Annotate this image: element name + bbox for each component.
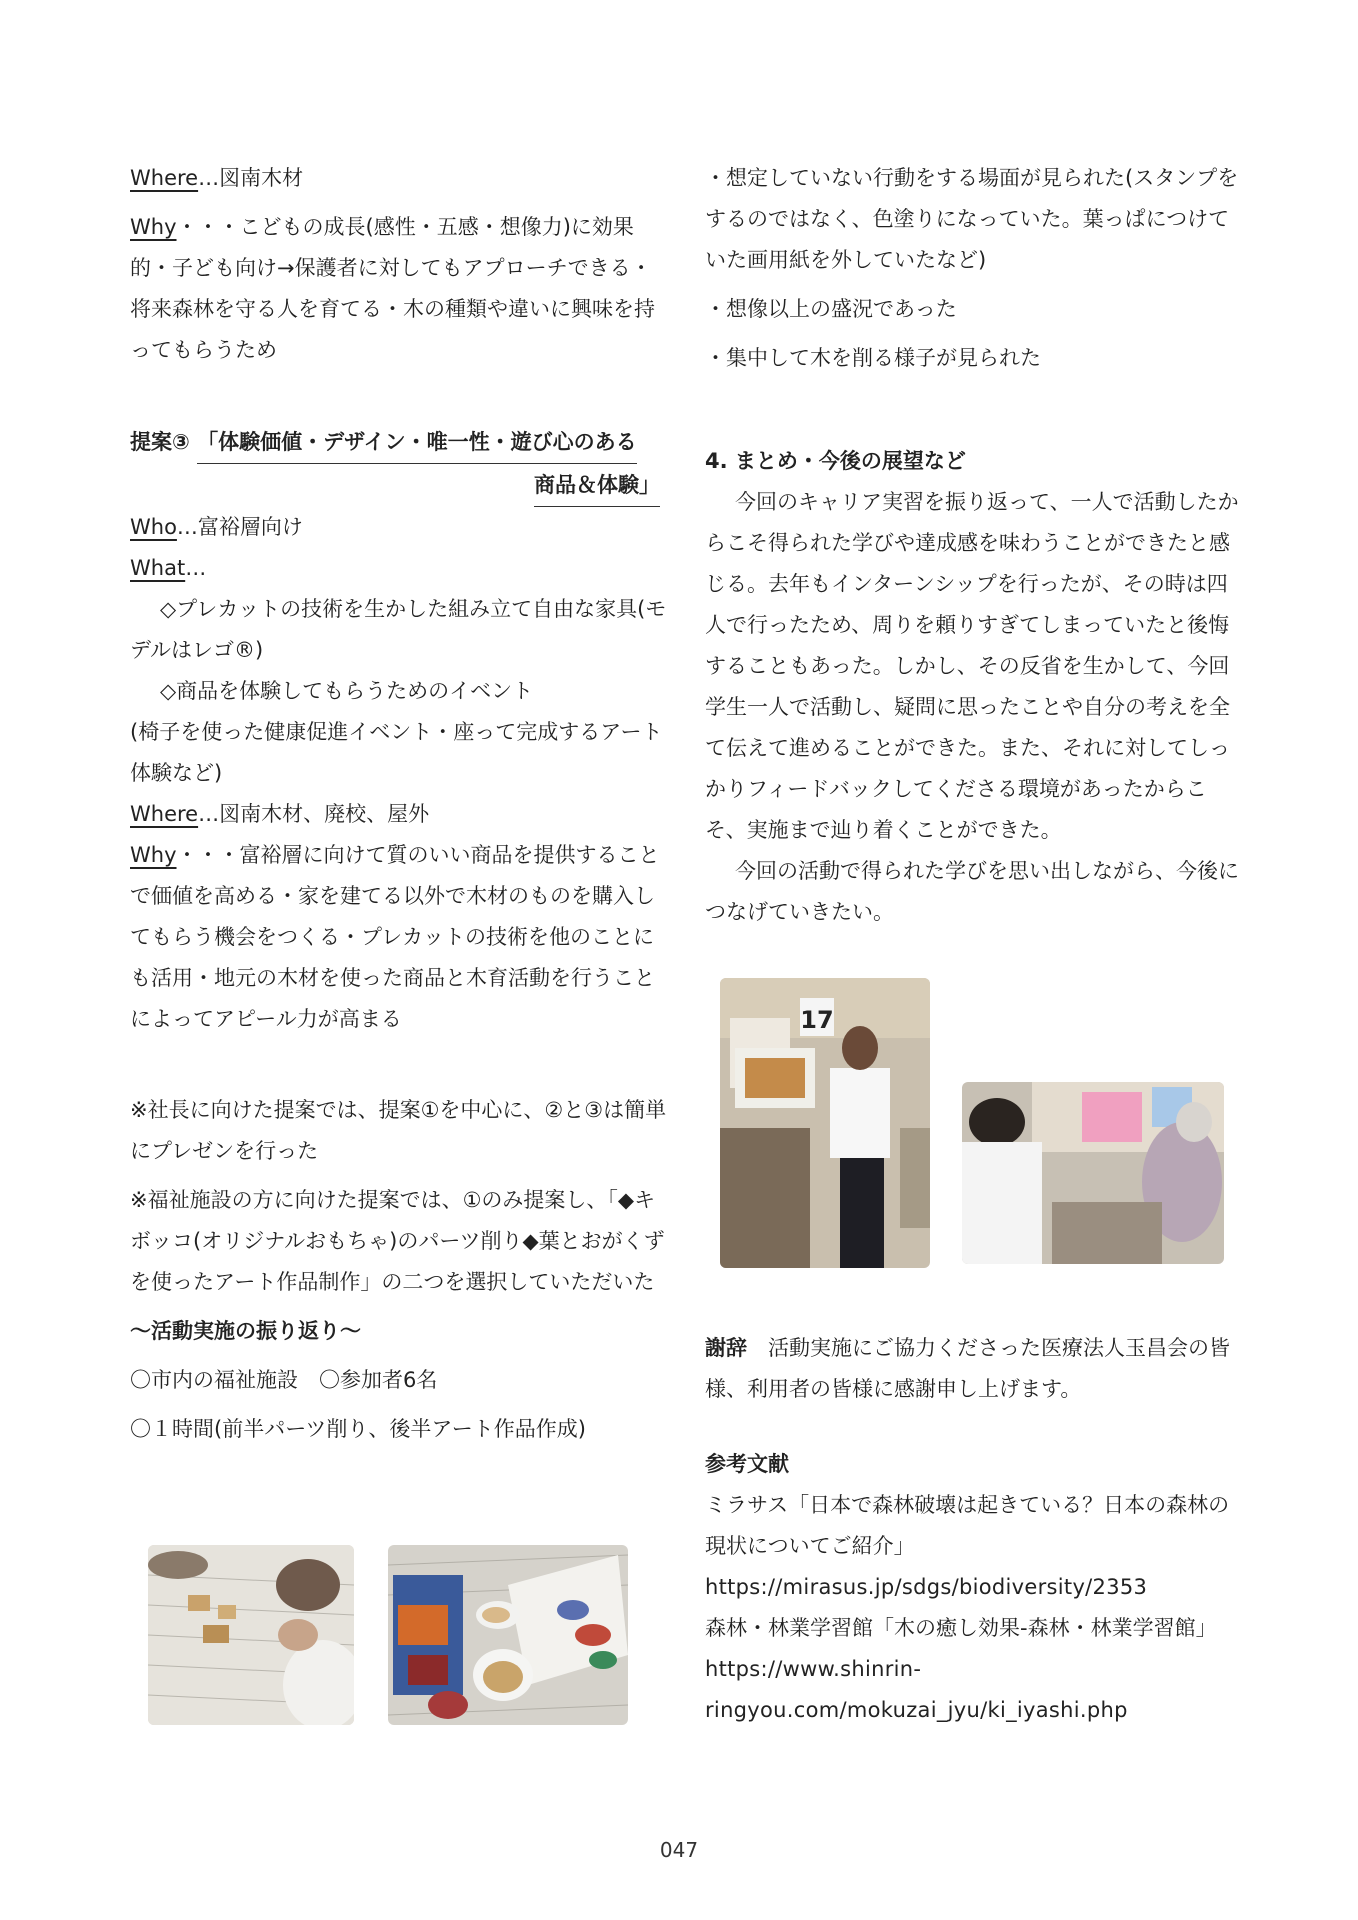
proposal-3-heading	[130, 421, 670, 507]
what-item-2: ◇商品を体験してもらうためのイベント	[160, 679, 534, 703]
proposal-title-line-1: 「体験価値・デザイン・唯一性・遊び心のある	[197, 421, 637, 464]
what-item-1: ◇プレカットの技術を生かした組み立て自由な家具(モデルはレゴ®)	[130, 597, 667, 662]
review-line-2: 〇１時間(前半パーツ削り、後半アート作品作成)	[130, 1417, 586, 1441]
what-label: What	[130, 556, 186, 580]
observation-3: ・集中して木を削る様子が見られた	[705, 346, 1041, 370]
thanks	[705, 1328, 1245, 1410]
thanks-text: 活動実施にご協力くださった医療法人玉昌会の皆様、利用者の皆様に感謝申し上げます。	[705, 1336, 1230, 1401]
page-number: 047	[659, 1838, 699, 1862]
summary-paragraph-2: 今回の活動で得られた学びを思い出しながら、今後につなげていきたい。	[705, 859, 1239, 924]
observation-1: ・想定していない行動をする場面が見られた(スタンプをするのではなく、色塗りになっていた。葉っぱにつけていた画用紙を外していたなど)	[705, 166, 1239, 272]
who-label: Who	[130, 515, 177, 539]
where-line-1	[130, 158, 670, 199]
where-label-2: Where	[130, 802, 199, 826]
what-text: …	[185, 556, 207, 580]
note-1: ※社長に向けた提案では、提案①を中心に、②と③は簡単にプレゼンを行った	[130, 1098, 667, 1163]
proposal-number: 提案③	[130, 430, 190, 454]
observation-2: ・想像以上の盛況であった	[705, 297, 957, 321]
ref-2-url-line-1[interactable]: https://www.shinrin-	[705, 1657, 922, 1681]
ref-1-title: ミラサス「日本で森林破壊は起きている？日本の森林の現状についてご紹介」	[705, 1493, 1230, 1558]
why-label-2: Why	[130, 843, 177, 867]
where-label: Where	[130, 166, 199, 190]
why-label: Why	[130, 215, 177, 239]
why-text-2: ・・・富裕層に向けて質のいい商品を提供することで価値を高める・家を建てる以外で木材のものを購入してもらう機会をつくる・プレカットの技術を他のことにも活用・地元の木材を使った商品と木育活動を行うことによってアピール力が高まる	[130, 843, 660, 1031]
who-text: …富裕層向け	[176, 515, 303, 539]
calendar-day: 17	[800, 1006, 834, 1034]
where-text: …図南木材	[198, 166, 304, 190]
photo-interaction	[962, 1082, 1224, 1264]
why-paragraph-1	[130, 207, 670, 371]
review-heading: 〜活動実施の振り返り〜	[130, 1319, 361, 1343]
ref-1-url[interactable]: https://mirasus.jp/sdgs/biodiversity/2353	[705, 1575, 1148, 1599]
who-line	[130, 507, 670, 548]
where-line-2	[130, 794, 670, 835]
review-line-1: 〇市内の福祉施設 〇参加者6名	[130, 1368, 438, 1392]
why-text: ・・・こどもの成長(感性・五感・想像力)に効果的・子ども向け→保護者に対してもアプローチできる・将来森林を守る人を育てる・木の種類や違いに興味を持ってもらうため	[130, 215, 655, 362]
note-2: ※福祉施設の方に向けた提案では、①のみ提案し、「◆キボッコ(オリジナルおもちゃ)のパーツ削り◆葉とおがくずを使ったアート作品制作」の二つを選択していただいた	[130, 1188, 665, 1294]
photo-art-making	[388, 1545, 628, 1725]
what-line	[130, 548, 670, 589]
thanks-label: 謝辞	[705, 1336, 747, 1360]
photo-presentation	[720, 978, 930, 1268]
refs-heading: 参考文献	[705, 1452, 789, 1476]
ref-2-title: 森林・林業学習館「木の癒し効果-森林・林業学習館」	[705, 1616, 1217, 1640]
where-text-2: …図南木材、廃校、屋外	[198, 802, 430, 826]
proposal-title-line-2: 商品＆体験」	[534, 464, 660, 507]
right-column-bottom	[705, 1328, 1245, 1731]
what-item-2-detail: (椅子を使った健康促進イベント・座って完成するアート体験など)	[130, 720, 663, 785]
ref-2-url-line-2[interactable]: ringyou.com/mokuzai_jyu/ki_iyashi.php	[705, 1698, 1128, 1722]
summary-paragraph-1: 今回のキャリア実習を振り返って、一人で活動したからこそ得られた学びや達成感を味わうことができたと感じる。去年もインターンシップを行ったが、その時は四人で行ったため、周りを頼りすぎてしまっていたと後悔することもあった。しかし、その反省を生かして、今回学生一人で活動し、疑問に思ったことや自分の考えを全て伝えて進めることができた。また、それに対してしっかりフィードバックしてくださる環境があったからこそ、実施まで辿り着くことができた。	[705, 490, 1239, 842]
left-column	[130, 158, 670, 1450]
right-column	[705, 158, 1245, 933]
why-paragraph-2	[130, 835, 670, 1040]
photo-wood-carving	[148, 1545, 354, 1725]
summary-heading: 4. まとめ・今後の展望など	[705, 449, 966, 473]
